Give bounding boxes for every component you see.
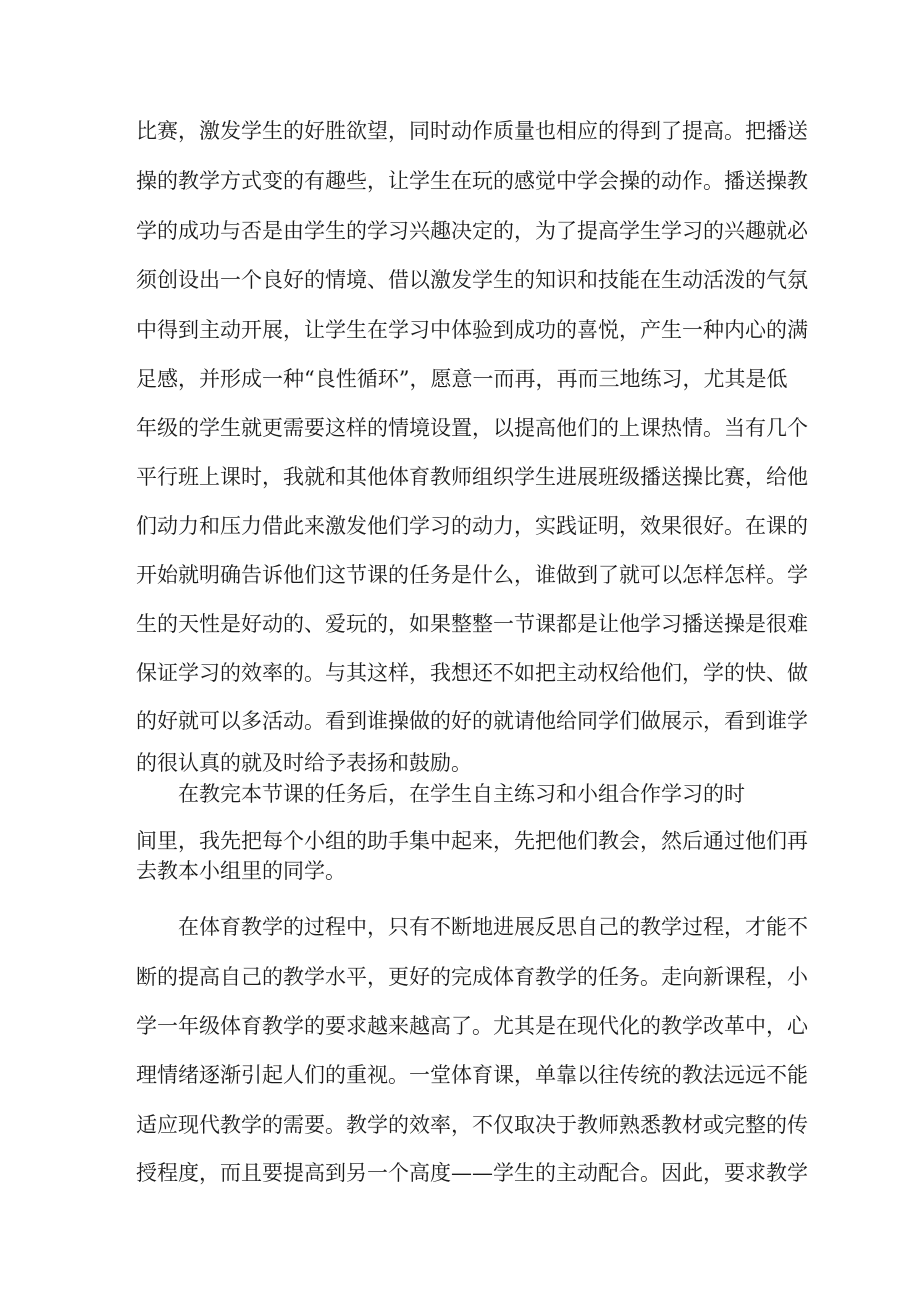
paragraph-1-line-2: 操的教学方式变的有趣些，让学生在玩的感觉中学会操的动作。播送操教 <box>136 169 808 193</box>
paragraph-1-line-9: 们动力和压力借此来激发他们学习的动力，实践证明，效果很好。在课的 <box>136 514 808 538</box>
paragraph-1-line-1: 比赛，激发学生的好胜欲望，同时动作质量也相应的得到了提高。把播送 <box>136 119 808 143</box>
paragraph-3-line-1: 在体育教学的过程中，只有不断地进展反思自己的教学过程，才能不 <box>178 915 808 939</box>
paragraph-3-line-4: 理情绪逐渐引起人们的重视。一堂体育课，单靠以往传统的教法远远不能 <box>136 1063 808 1087</box>
paragraph-2-line-3: 去教本小组里的同学。 <box>136 859 346 883</box>
paragraph-1-line-4: 须创设出一个良好的情境、借以激发学生的知识和技能在生动活泼的气氛 <box>136 268 808 292</box>
paragraph-1-line-14: 的很认真的就及时给予表扬和鼓励。 <box>136 751 472 775</box>
paragraph-3-line-2: 断的提高自己的教学水平，更好的完成体育教学的任务。走向新课程，小 <box>136 965 808 989</box>
paragraph-1-line-6: 足感，并形成一种“良性循环”，愿意一而再，再而三地练习，尤其是低 <box>136 367 788 391</box>
paragraph-1-line-13: 的好就可以多活动。看到谁操做的好的就请他给同学们做展示，看到谁学 <box>136 709 808 733</box>
paragraph-1-line-11: 生的天性是好动的、爱玩的，如果整整一节课都是让他学习播送操是很难 <box>136 612 808 636</box>
paragraph-3-line-6: 授程度，而且要提高到另一个高度——学生的主动配合。因此，要求教学 <box>136 1161 808 1185</box>
paragraph-1-line-3: 学的成功与否是由学生的学习兴趣决定的，为了提高学生学习的兴趣就必 <box>136 219 808 243</box>
paragraph-1-line-8: 平行班上课时，我就和其他体育教师组织学生进展班级播送操比赛，给他 <box>136 465 808 489</box>
paragraph-1-line-5: 中得到主动开展，让学生在学习中体验到成功的喜悦，产生一种内心的满 <box>136 318 808 342</box>
paragraph-3-line-5: 适应现代教学的需要。教学的效率，不仅取决于教师熟悉教材或完整的传 <box>136 1113 808 1137</box>
paragraph-3-line-3: 学一年级体育教学的要求越来越高了。尤其是在现代化的教学改革中，心 <box>136 1014 808 1038</box>
paragraph-2-line-1: 在教完本节课的任务后，在学生自主练习和小组合作学习的时 <box>178 782 745 806</box>
paragraph-1-line-12: 保证学习的效率的。与其这样，我想还不如把主动权给他们，学的快、做 <box>136 661 808 685</box>
paragraph-1-line-7: 年级的学生就更需要这样的情境设置，以提高他们的上课热情。当有几个 <box>136 416 808 440</box>
paragraph-2-line-2: 间里，我先把每个小组的助手集中起来，先把他们教会，然后通过他们再 <box>136 829 808 853</box>
paragraph-1-line-10: 开始就明确告诉他们这节课的任务是什么，谁做到了就可以怎样怎样。学 <box>136 563 808 587</box>
